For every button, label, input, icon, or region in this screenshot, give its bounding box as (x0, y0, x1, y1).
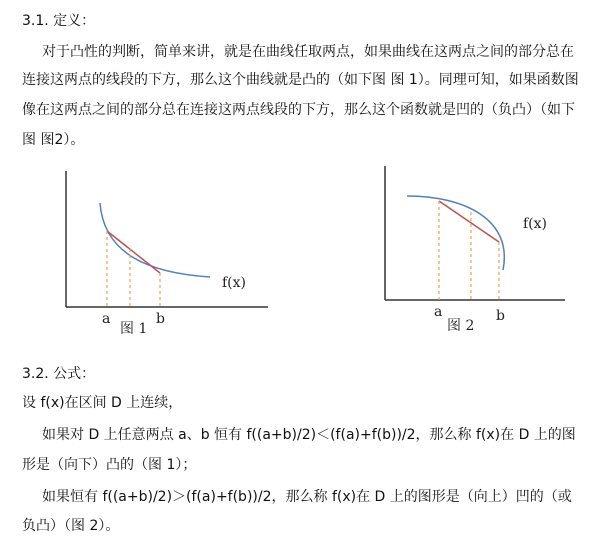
paragraph-line-4: 图 图2）。 (22, 132, 85, 148)
point-b-label: b (156, 311, 165, 327)
formula-line-1: 设 f(x)在区间 D 上连续， (22, 395, 183, 411)
figure-2-concave-diagram (375, 160, 575, 340)
figure-caption: 图 1 (120, 321, 148, 337)
function-label: f(x) (523, 216, 548, 232)
point-a-label: a (102, 311, 111, 327)
figure-1-convex-diagram (50, 165, 280, 345)
point-b-label: b (496, 308, 505, 324)
function-curve (407, 196, 504, 270)
formula-line-5: 负凸）（图 2）。 (22, 518, 120, 534)
formula-line-2: 如果对 D 上任意两点 a、b 恒有 f((a+b)/2)＜(f(a)+f(b))/2，那么称 f(x)在 D 上的图 (42, 427, 576, 443)
section-heading-definition: 3.1. 定义： (22, 13, 96, 29)
paragraph-line-2: 连接这两点的线段的下方，那么这个曲线就是凸的（如下图 图 1）。同理可知，如果函数图 (22, 72, 579, 88)
function-label: f(x) (222, 275, 247, 291)
point-a-label: a (434, 304, 443, 320)
formula-line-4: 如果恒有 f((a+b)/2)＞(f(a)+f(b))/2，那么称 f(x)在 D 上的图形是（向上）凹的（或 (42, 489, 572, 505)
formula-line-3: 形是（向下）凸的（图 1）； (22, 457, 197, 473)
paragraph-line-3: 像在这两点之间的部分总在连接这两点线段的下方，那么这个函数就是凹的（负凸）（如下 (22, 102, 575, 118)
paragraph-line-1: 对于凸性的判断，简单来讲，就是在曲线任取两点，如果曲线在这两点之间的部分总在 (42, 44, 574, 60)
figure-caption: 图 2 (447, 318, 475, 334)
secant-line (107, 231, 160, 273)
function-curve (100, 203, 210, 277)
section-heading-formula: 3.2. 公式： (22, 366, 96, 382)
